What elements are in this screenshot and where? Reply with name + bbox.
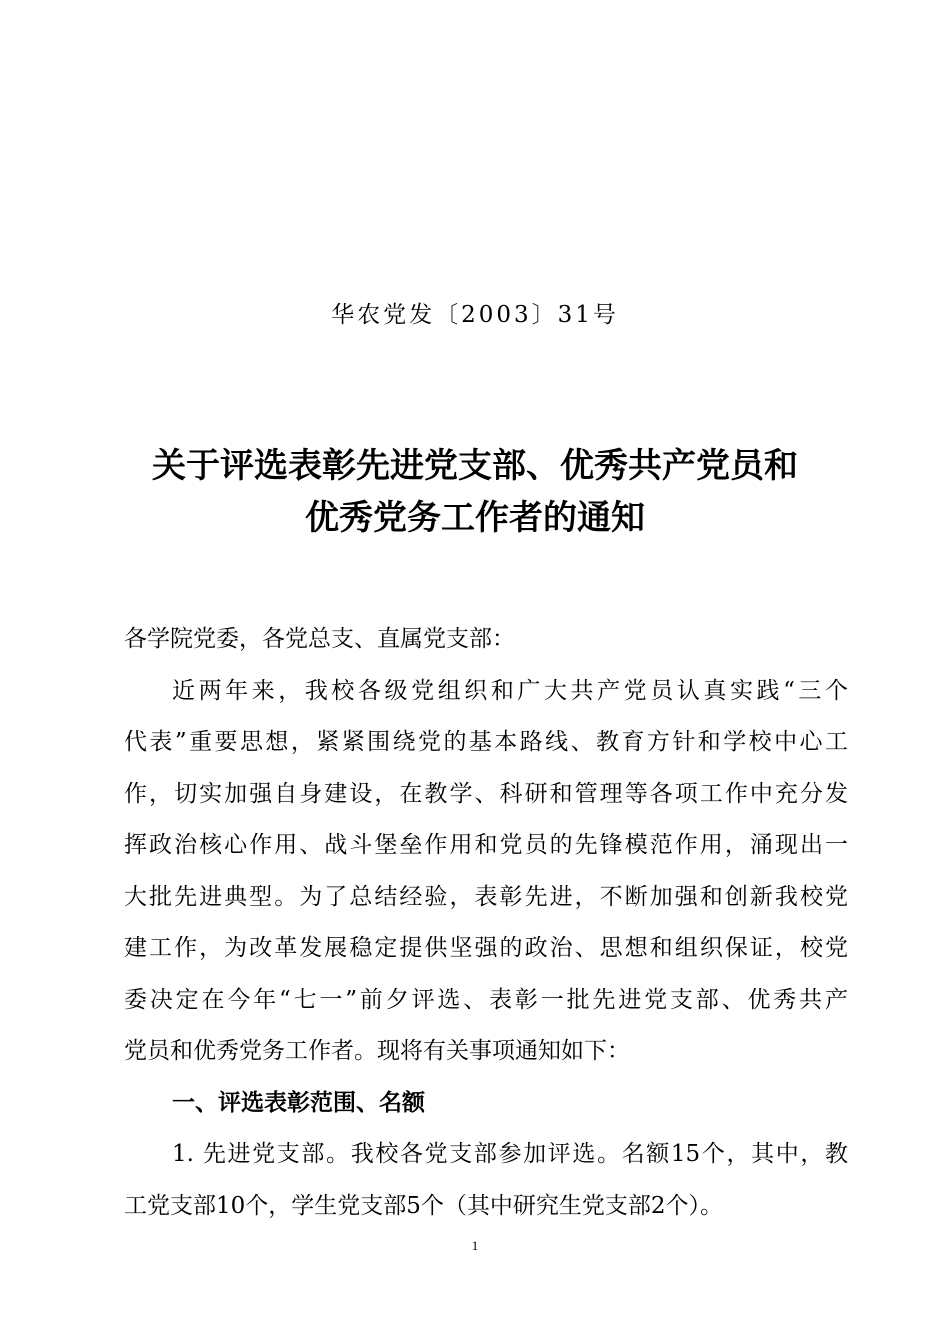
paragraph-line: 大批先进典型。为了总结经验，表彰先进，不断加强和创新我校党 [124, 883, 848, 910]
item-line: 1. 先进党支部。我校各党支部参加评选。名额15个，其中，教 [172, 1141, 848, 1167]
item-line: 工党支部10个，学生党支部5个（其中研究生党支部2个）。 [124, 1192, 724, 1219]
paragraph-line: 委决定在今年“七一”前夕评选、表彰一批先进党支部、优秀共产 [124, 986, 848, 1013]
title-line: 关于评选表彰先进党支部、优秀共产党员和 [152, 446, 798, 486]
paragraph-line: 挥政治核心作用、战斗堡垒作用和党员的先锋模范作用，涌现出一 [124, 832, 848, 858]
paragraph-1 [124, 666, 848, 1078]
document-title [0, 440, 950, 544]
paragraph-line: 代表”重要思想，紧紧围绕党的基本路线、教育方针和学校中心工 [124, 729, 848, 755]
title-line: 优秀党务工作者的通知 [305, 498, 645, 538]
paragraph-line: 建工作，为改革发展稳定提供坚强的政治、思想和组织保证，校党 [124, 935, 848, 961]
page-number: 1 [471, 1238, 479, 1253]
paragraph-line: 近两年来，我校各级党组织和广大共产党员认真实践“三个 [172, 677, 848, 704]
document-body [124, 614, 848, 1232]
paragraph-line: 党员和优秀党务工作者。现将有关事项通知如下： [124, 1038, 630, 1064]
document-number: 华农党发〔2003〕31号 [331, 302, 619, 328]
salutation: 各学院党委，各党总支、直属党支部： [124, 626, 515, 652]
section-heading: 一、评选表彰范围、名额 [172, 1089, 425, 1116]
paragraph-line: 作，切实加强自身建设，在教学、科研和管理等各项工作中充分发 [124, 780, 848, 807]
item-1 [124, 1129, 848, 1232]
